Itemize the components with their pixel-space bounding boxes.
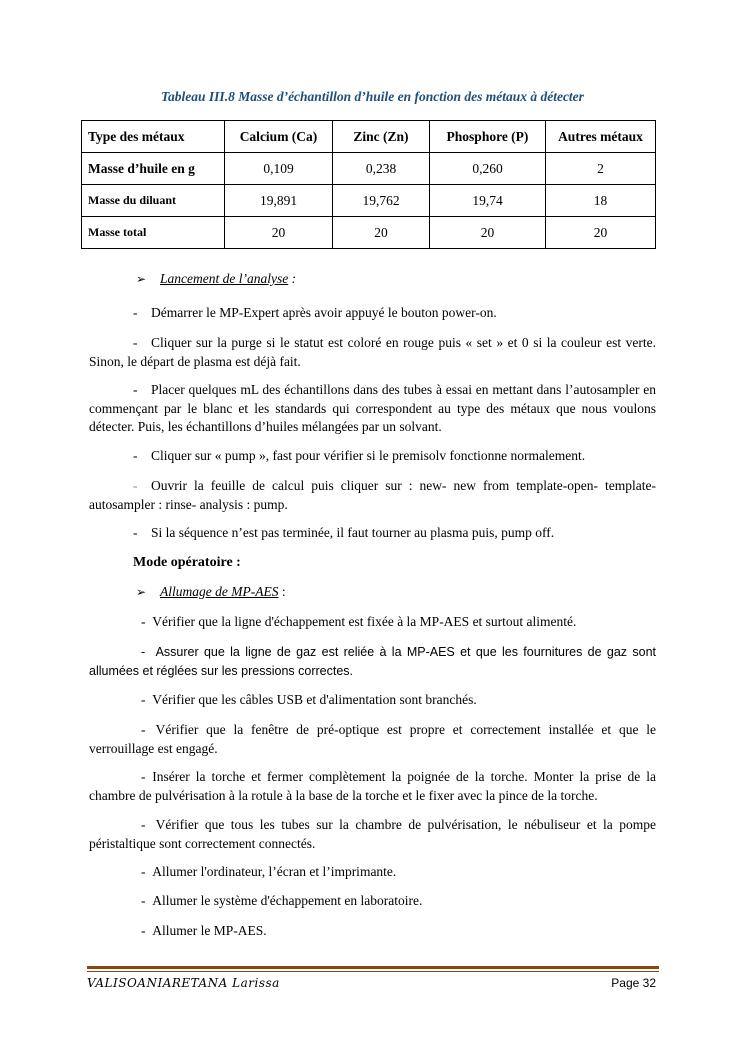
dash-bullet-icon: -: [133, 448, 151, 463]
row-label: Masse d’huile en g: [82, 153, 225, 185]
dash-bullet-icon: -: [133, 305, 151, 320]
list-item-text: Si la séquence n’est pas terminée, il faut tourner au plasma puis, pump off.: [151, 525, 555, 540]
list-item-text: Assurer que la ligne de gaz est reliée à la MP-AES et que les fournitures de gaz sont allumées et réglées sur les pressions correctes.: [89, 645, 656, 678]
dash-bullet-icon: -: [141, 722, 156, 737]
list-item: [89, 334, 656, 371]
dash-bullet-icon: -: [141, 692, 153, 707]
list-item: [89, 643, 656, 681]
list-item: [89, 721, 656, 758]
dash-bullet-icon: -: [133, 478, 151, 493]
list-item-text: Vérifier que tous les tubes sur la chambre de pulvérisation, le nébuliseur et la pompe péristaltique sont correctement connectés.: [89, 817, 656, 851]
list-item: [89, 768, 656, 805]
list-item-text: Allumer le MP-AES.: [152, 923, 267, 938]
list-item: [89, 691, 656, 710]
section-title: Allumage de MP-AES: [160, 584, 279, 599]
list-item-text: Cliquer sur la purge si le statut est coloré en rouge puis « set » et 0 si la couleur est verte. Sinon, le départ de plasma est déjà fait.: [89, 335, 656, 369]
dash-bullet-icon: -: [133, 335, 151, 350]
table-cell: 20: [430, 217, 546, 249]
table-caption: Tableau III.8 Masse d’échantillon d’huile en fonction des métaux à détecter: [161, 89, 584, 104]
list-item-text: Allumer l'ordinateur, l’écran et l’imprimante.: [152, 864, 397, 879]
footer-divider-thick: [87, 966, 659, 969]
list-item: [89, 613, 656, 632]
header-cell: Autres métaux: [546, 121, 656, 153]
table-cell: 19,891: [225, 185, 333, 217]
list-item: [89, 863, 656, 882]
list-item-text: Cliquer sur « pump », fast pour vérifier si le premisolv fonctionne normalement.: [151, 448, 586, 463]
dash-bullet-icon: -: [141, 864, 153, 879]
list-item-text: Allumer le système d'échappement en laboratoire.: [152, 893, 423, 908]
table-cell: 19,74: [430, 185, 546, 217]
table-cell: 20: [333, 217, 430, 249]
table-cell: 0,260: [430, 153, 546, 185]
list-item-text: Vérifier que les câbles USB et d'alimentation sont branchés.: [152, 692, 477, 707]
arrow-bullet-icon: ➢: [136, 272, 147, 286]
table-cell: 19,762: [333, 185, 430, 217]
table-cell: 0,109: [225, 153, 333, 185]
section-title-suffix: :: [288, 271, 297, 286]
table-header-row: [82, 121, 656, 153]
footer-author: VALISOANIARETANA Larissa: [87, 976, 280, 990]
table-row: [82, 185, 656, 217]
list-item: [89, 381, 656, 437]
list-item-text: Ouvrir la feuille de calcul puis cliquer sur : new- new from template-open- template-autosampler : rinse- analysis : pump.: [89, 478, 656, 512]
list-item: [89, 816, 656, 853]
section-title: Lancement de l’analyse: [160, 271, 289, 286]
mode-title: Mode opératoire :: [133, 555, 241, 570]
table-cell: 20: [546, 217, 656, 249]
table-cell: 18: [546, 185, 656, 217]
footer-page-number: Page 32: [611, 976, 656, 990]
header-cell: Zinc (Zn): [333, 121, 430, 153]
list-item: [89, 447, 656, 466]
header-cell: Calcium (Ca): [225, 121, 333, 153]
table-cell: 20: [225, 217, 333, 249]
dash-bullet-icon: -: [141, 817, 156, 832]
section-heading-allumage: [136, 583, 656, 602]
header-cell: Type des métaux: [82, 121, 225, 153]
dash-bullet-icon: -: [141, 923, 153, 938]
table-cell: 0,238: [333, 153, 430, 185]
row-label: Masse du diluant: [82, 185, 225, 217]
list-item-text: Démarrer le MP-Expert après avoir appuyé le bouton power-on.: [151, 305, 497, 320]
footer-divider-thin: [87, 971, 659, 972]
dash-bullet-icon: -: [133, 382, 151, 397]
list-item-text: Placer quelques mL des échantillons dans des tubes à essai en mettant dans l’autosampler en commençant par le blanc et les standards qui correspondent au type des métaux que nous voulons détecter. Puis, les échantillons d’huiles mélangées par un solvant.: [89, 382, 656, 434]
list-item-text: Insérer la torche et fermer complètement la poignée de la torche. Monter la prise de la chambre de pulvérisation à la rotule à la base de la torche et le fixer avec la pince de la torche.: [89, 769, 656, 803]
dash-bullet-icon: -: [141, 614, 153, 629]
list-item: [89, 304, 656, 323]
list-item: [89, 477, 656, 514]
list-item: [89, 524, 656, 543]
list-item-text: Vérifier que la ligne d'échappement est fixée à la MP-AES et surtout alimenté.: [152, 614, 577, 629]
list-item: [89, 892, 656, 911]
header-cell: Phosphore (P): [430, 121, 546, 153]
row-label: Masse total: [82, 217, 225, 249]
table-row: [82, 217, 656, 249]
dash-bullet-icon: -: [141, 645, 156, 659]
dash-bullet-icon: -: [141, 893, 153, 908]
metals-table: [81, 120, 656, 249]
section-heading-lancement: [136, 270, 656, 289]
arrow-bullet-icon: ➢: [136, 585, 147, 599]
dash-bullet-icon: -: [141, 769, 153, 784]
dash-bullet-icon: -: [133, 525, 151, 540]
table-cell: 2: [546, 153, 656, 185]
table-row: [82, 153, 656, 185]
list-item: [89, 922, 656, 941]
list-item-text: Vérifier que la fenêtre de pré-optique est propre et correctement installée et que le verrouillage est engagé.: [89, 722, 656, 756]
section-title-suffix: :: [278, 584, 286, 599]
